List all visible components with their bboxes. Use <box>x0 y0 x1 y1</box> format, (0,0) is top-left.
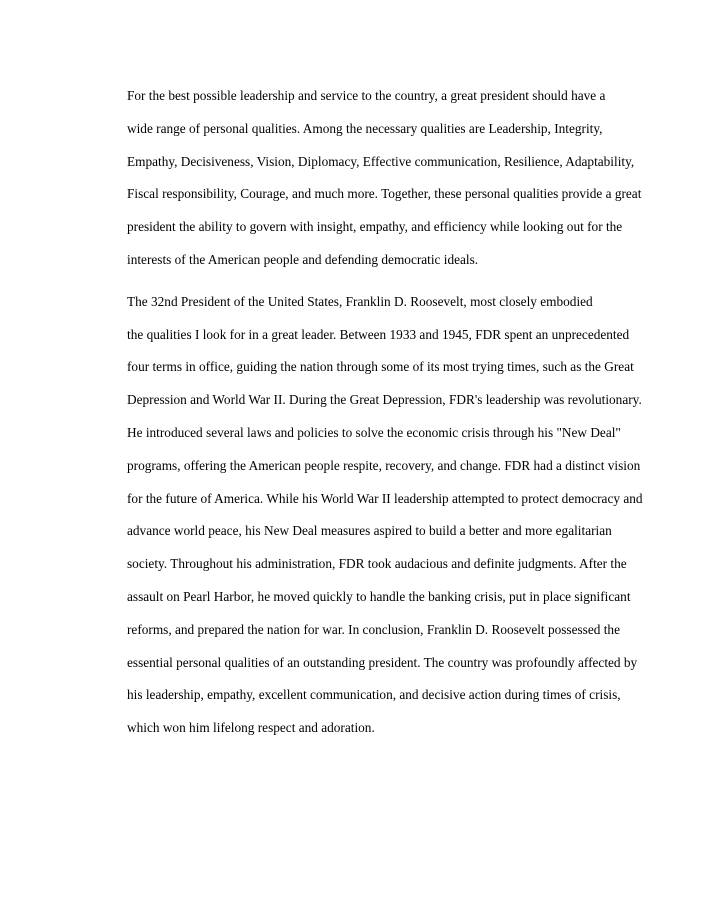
text-line: Depression and World War II. During the Great Depression, FDR's leadership was revolutionary. <box>127 392 642 408</box>
text-line: which won him lifelong respect and adoration. <box>127 720 375 736</box>
text-line: Fiscal responsibility, Courage, and much more. Together, these personal qualities provide a great <box>127 186 642 202</box>
text-line: Empathy, Decisiveness, Vision, Diplomacy, Effective communication, Resilience, Adaptability, <box>127 153 635 169</box>
text-line: He introduced several laws and policies to solve the economic crisis through his "New Deal" <box>127 424 621 440</box>
text-line: interests of the American people and defending democratic ideals. <box>127 251 479 267</box>
text-line: president the ability to govern with insight, empathy, and efficiency while looking out for the <box>127 219 623 235</box>
text-line: assault on Pearl Harbor, he moved quickly to handle the banking crisis, put in place significant <box>127 588 631 604</box>
text-line: the qualities I look for in a great leader. Between 1933 and 1945, FDR spent an unprecedented <box>127 326 630 342</box>
text-line: advance world peace, his New Deal measures aspired to build a better and more egalitarian <box>127 523 612 539</box>
text-line: essential personal qualities of an outstanding president. The country was profoundly affected by <box>127 654 638 670</box>
text-line: wide range of personal qualities. Among the necessary qualities are Leadership, Integrity, <box>127 120 603 136</box>
text-line: The 32nd President of the United States, Franklin D. Roosevelt, most closely embodied <box>127 293 593 309</box>
text-line: For the best possible leadership and service to the country, a great president should have a <box>127 88 606 103</box>
text-line: four terms in office, guiding the nation through some of its most trying times, such as the Great <box>127 359 634 375</box>
text-line: reforms, and prepared the nation for war. In conclusion, Franklin D. Roosevelt possessed the <box>127 621 620 637</box>
text-line: his leadership, empathy, excellent communication, and decisive action during times of crisis, <box>127 687 621 703</box>
text-line: society. Throughout his administration, FDR took audacious and definite judgments. After the <box>127 556 627 572</box>
paragraph-fdr <box>86 286 643 745</box>
text-line: programs, offering the American people respite, recovery, and change. FDR had a distinct vision <box>127 457 641 473</box>
document-body <box>86 80 643 745</box>
text-line: for the future of America. While his World War II leadership attempted to protect democracy and <box>127 490 643 506</box>
paragraph-presidential-qualities <box>86 80 640 277</box>
